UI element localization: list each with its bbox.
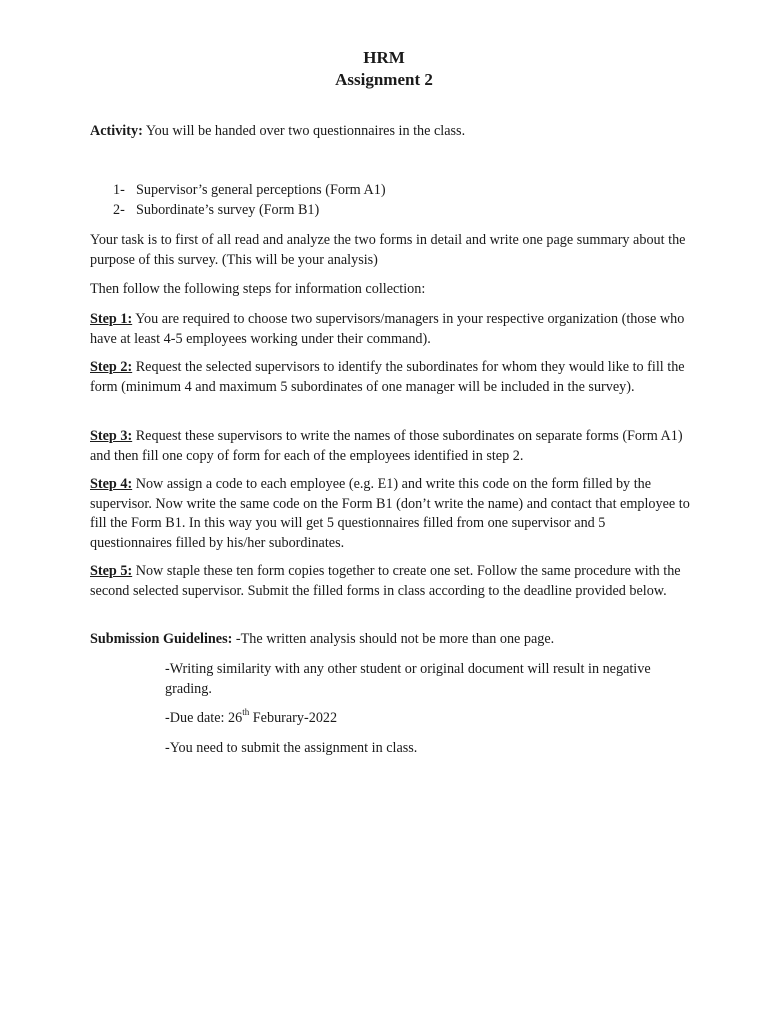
title-block [0,47,768,91]
list-item-number: 2- [113,202,125,218]
activity-text: You will be handed over two questionnaires in the class. [142,123,466,139]
activity-label: Activity: [90,123,143,139]
step-1-label: Step 1: [90,311,133,327]
list-item-text: Subordinate’s survey (Form B1) [136,202,320,218]
step-4-text: Now assign a code to each employee (e.g. E1) and write this code on the form filled by the supervisor. Now write the same code on the Form B1 (don’t write the name) and contact that employee to fill the Form B1. In this way you will get 5 questionnaires filled from one supervisor and 5 questionnaires filled by his/her subordinates. [90,476,690,551]
step-5-text: Now staple these ten form copies together to create one set. Follow the same procedure with the second selected supervisor. Submit the filled forms in class according to the deadline provided below. [90,563,681,599]
step-2-text: Request the selected supervisors to identify the subordinates for whom they would like to fill the form (minimum 4 and maximum 5 subordinates of one manager will be included in the survey). [90,359,685,395]
submission-paragraph [90,630,690,650]
list-item [113,201,386,221]
step-3-text: Request these supervisors to write the names of those subordinates on separate forms (Form A1) and then fill one copy of form for each of the employees identified in step 2. [90,428,683,464]
list-item-text: Supervisor’s general perceptions (Form A1) [136,182,386,198]
step-5-label: Step 5: [90,563,133,579]
step-4-paragraph [90,475,690,553]
document-title: HRM [363,48,405,67]
task-paragraph: Your task is to first of all read and analyze the two forms in detail and write one page summary about the purpose of this survey. (This will be your analysis) [90,232,686,268]
submission-text: -The written analysis should not be more than one page. [232,631,555,647]
step-1-text: You are required to choose two supervisors/managers in your respective organization (those who have at least 4-5 employees working under their command). [90,311,685,347]
step-3-paragraph [90,427,690,466]
step-2-label: Step 2: [90,359,133,375]
step-4-label: Step 4: [90,476,133,492]
forms-list [113,181,386,221]
step-2-paragraph [90,358,690,397]
step-5-paragraph [90,562,690,601]
follow-paragraph: Then follow the following steps for information collection: [90,281,426,297]
similarity-guideline: -Writing similarity with any other student or original document will result in negative grading. [165,661,651,697]
submit-guideline: -You need to submit the assignment in class. [165,740,418,756]
step-3-label: Step 3: [90,428,133,444]
due-date-superscript: th [242,707,250,718]
list-item-number: 1- [113,182,125,198]
list-item [113,181,386,201]
activity-paragraph [90,122,690,142]
document-subtitle: Assignment 2 [335,70,433,89]
step-1-paragraph [90,310,690,349]
due-date-prefix: -Due date: 26 [165,710,243,726]
due-date-guideline [165,709,665,729]
submission-label: Submission Guidelines: [90,631,233,647]
due-date-suffix: Feburary-2022 [249,710,338,726]
